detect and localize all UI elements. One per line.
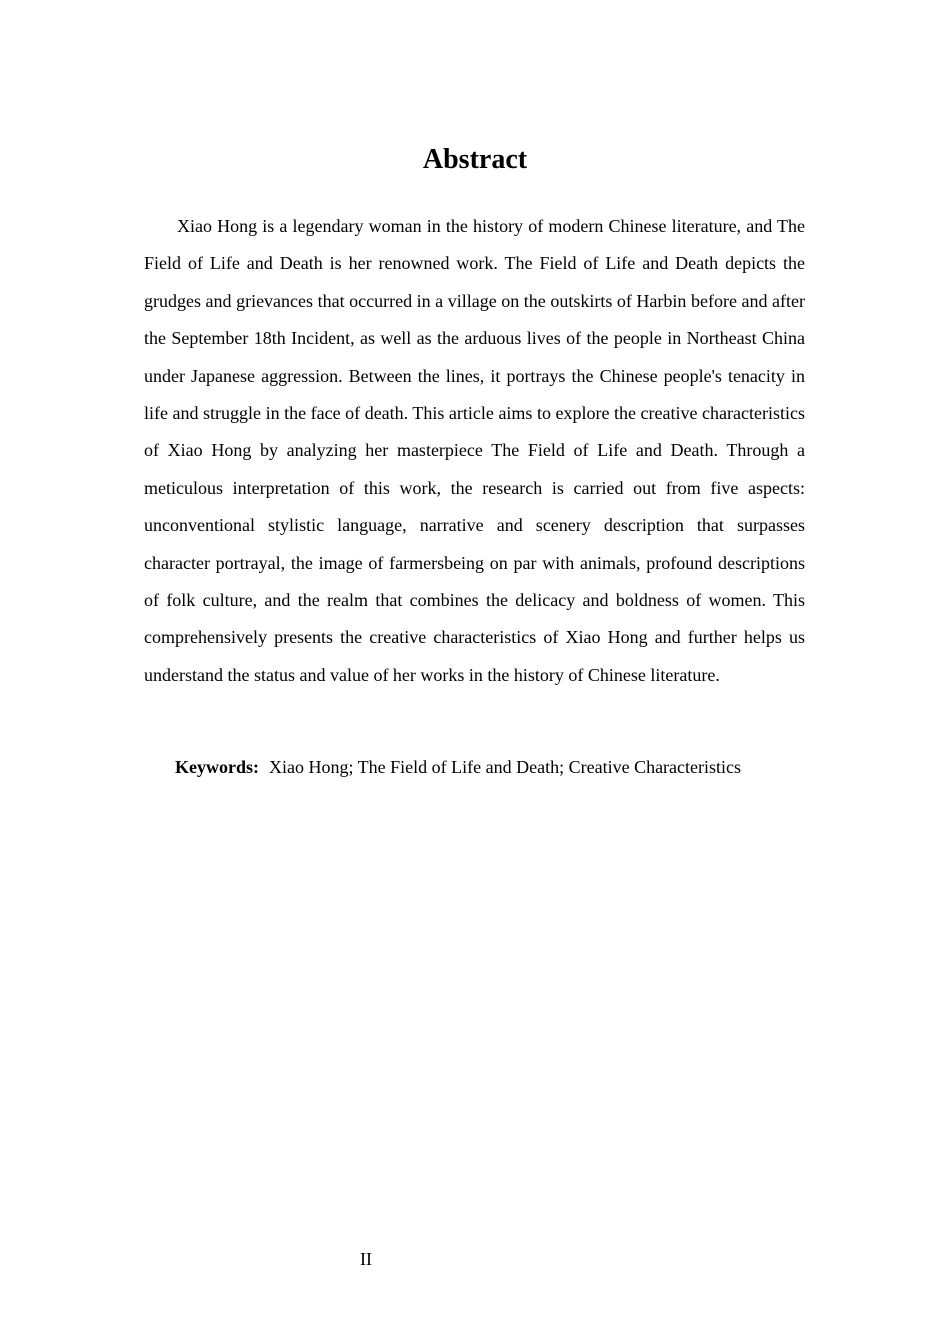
abstract-paragraph: Xiao Hong is a legendary woman in the history of modern Chinese literature, and The Field of Life and Death is her renowned work. The Field of Life and Death depicts the grudges and grievances that occurred in a village on the outskirts of Harbin before and after the September 18th Incident, as well as the arduous lives of the people in Northeast China under Japanese aggression. Between the lines, it portrays the Chinese people's tenacity in life and struggle in the face of death. This article aims to explore the creative characteristics of Xiao Hong by analyzing her masterpiece The Field of Life and Death. Through a meticulous interpretation of this work, the research is carried out from five aspects: unconventional stylistic language, narrative and scenery description that surpasses character portrayal, the image of farmersbeing on par with animals, profound descriptions of folk culture, and the realm that combines the delicacy and boldness of women. This comprehensively presents the creative characteristics of Xiao Hong and further helps us understand the status and value of her works in the history of Chinese literature. — [144, 216, 805, 685]
keywords-line — [175, 752, 815, 782]
page-number: II — [360, 1249, 372, 1269]
keywords-label: Keywords: — [175, 757, 259, 777]
page-title: Abstract — [422, 144, 528, 175]
keywords-text: Xiao Hong; The Field of Life and Death; Creative Characteristics — [269, 757, 742, 777]
